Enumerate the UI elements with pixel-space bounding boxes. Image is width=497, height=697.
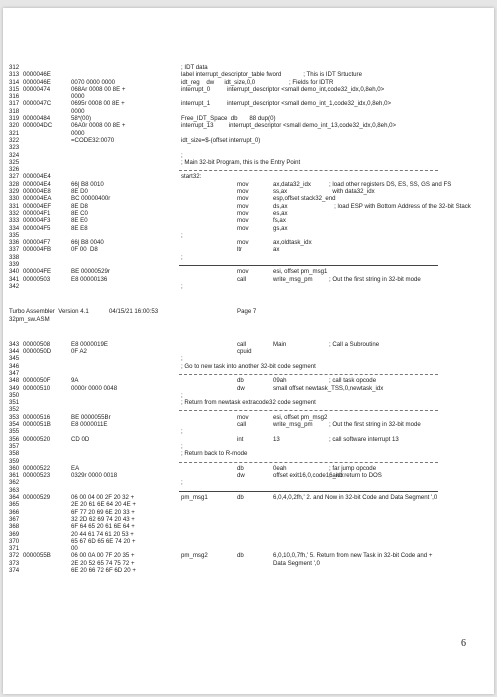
- mnemonic: mov: [237, 180, 249, 188]
- listing-line: [9, 71, 488, 78]
- line-number: 356: [9, 435, 20, 443]
- listing-line: [9, 232, 488, 239]
- operands: esi, offset pm_msg1: [273, 268, 328, 276]
- machine-code: 0000: [71, 93, 85, 101]
- source-text: idt_reg dw idt_size,0,0 ; Fields for IDTR: [181, 78, 334, 86]
- mnemonic: cpuid: [237, 348, 252, 356]
- listing-line: [9, 210, 488, 217]
- listing-section-2: [9, 341, 488, 575]
- listing-line: [9, 246, 488, 253]
- label: pm_msg1: [181, 494, 208, 502]
- machine-code: 8E C0: [71, 209, 88, 217]
- line-number: 373: [9, 559, 20, 567]
- machine-code: CD 0D: [71, 435, 90, 443]
- machine-code: EA: [71, 464, 80, 472]
- line-number: 335: [9, 231, 20, 239]
- line-number: 328: [9, 180, 20, 188]
- separator-rule: [179, 374, 438, 375]
- address: 0000047C: [23, 100, 52, 108]
- address: 000004E4: [23, 173, 51, 181]
- line-number: 351: [9, 399, 20, 407]
- comment: ; load ESP with Bottom Address of the 32-bit Stack: [329, 202, 471, 210]
- line-number: 324: [9, 151, 20, 159]
- machine-code: 0000: [71, 129, 85, 137]
- machine-code: 0329r 0000 0018: [71, 472, 118, 480]
- mnemonic: db: [237, 552, 244, 560]
- source-file-name: 32pm_sw.ASM: [9, 315, 50, 323]
- line-number: 316: [9, 93, 20, 101]
- line-number: 339: [9, 261, 20, 269]
- line-number: 352: [9, 406, 20, 414]
- address: 000004E4: [23, 180, 51, 188]
- machine-code: E8 0000019E: [71, 340, 108, 348]
- machine-code: 20 44 61 74 61 20 53 +: [71, 530, 134, 538]
- listing-line: [9, 443, 488, 450]
- listing-line: [9, 472, 488, 479]
- operands: ax,data32_idx: [273, 180, 311, 188]
- listing-date: 04/15/21 16:00:53: [109, 308, 159, 316]
- address: 00000522: [23, 464, 51, 472]
- listing-line: [9, 392, 488, 399]
- mnemonic: call: [237, 421, 247, 429]
- source-text: interrupt_13 interrupt_descriptor <small demo_int_13,code32_idx,0,8eh,0>: [181, 122, 397, 130]
- listing-line: [9, 363, 488, 370]
- mnemonic: mov: [237, 188, 249, 196]
- mnemonic: dw: [237, 384, 245, 392]
- line-number: 362: [9, 479, 20, 487]
- source-text: ;: [181, 442, 183, 450]
- line-number: 341: [9, 275, 20, 283]
- listing-line: [9, 181, 488, 188]
- listing-line: [9, 188, 488, 195]
- separator-rule: [179, 491, 438, 492]
- listing-line: [9, 130, 488, 137]
- line-number: 337: [9, 246, 20, 254]
- line-number: 317: [9, 100, 20, 108]
- address: 00000508: [23, 340, 51, 348]
- source-text: ;: [181, 479, 183, 487]
- line-number: 330: [9, 195, 20, 203]
- listing-line: [9, 545, 488, 552]
- machine-code: 65 67 6D 65 6E 74 20 +: [71, 537, 136, 545]
- mnemonic: dw: [237, 472, 245, 480]
- assembler-version: Turbo Assembler Version 4.1: [9, 308, 89, 316]
- operands: es,ax: [273, 209, 288, 217]
- label: pm_msg2: [181, 552, 208, 560]
- listing-line: [9, 552, 488, 559]
- listing-line: [9, 239, 488, 246]
- source-text: ;: [181, 253, 183, 261]
- listing-line: [9, 64, 488, 71]
- mnemonic: mov: [237, 202, 249, 210]
- line-number: 313: [9, 71, 20, 79]
- listing-line: [9, 203, 488, 210]
- address: 000004F3: [23, 217, 51, 225]
- source-text: ; Return back to R-mode: [181, 450, 248, 458]
- machine-code: 068Ar 0008 00 8E +: [71, 85, 126, 93]
- listing-line: [9, 254, 488, 261]
- line-number: 329: [9, 188, 20, 196]
- line-number: 363: [9, 486, 20, 494]
- listing-line: [9, 122, 488, 129]
- comment: ; Out the first string in 32-bit mode: [329, 421, 421, 429]
- separator-rule: [179, 265, 438, 266]
- listing-line: [9, 538, 488, 545]
- page-number: 6: [461, 638, 466, 649]
- address: 0000050F: [23, 377, 51, 385]
- line-number: 322: [9, 136, 20, 144]
- mnemonic: call: [237, 275, 247, 283]
- operands: 13: [273, 435, 280, 443]
- listing-line: [9, 406, 488, 413]
- machine-code: E8 00000136: [71, 275, 108, 283]
- address: 000004DC: [23, 122, 53, 130]
- source-text: interrupt_0 interrupt_descriptor <small demo_int,code32_idx,0,8eh,0>: [181, 85, 385, 93]
- line-number: 374: [9, 567, 20, 574]
- machine-code: 0F A2: [71, 348, 87, 356]
- machine-code: =CODE32:0070: [71, 136, 115, 144]
- mnemonic: mov: [237, 195, 249, 203]
- listing-line: [9, 283, 488, 290]
- machine-code: BC 00000400r: [71, 195, 111, 203]
- machine-code: 2E 20 52 65 74 75 72 +: [71, 559, 135, 567]
- mnemonic: call: [237, 340, 247, 348]
- line-number: 320: [9, 122, 20, 130]
- source-text: idt_size=$-(offset interrupt_0): [181, 136, 261, 144]
- address: 00000516: [23, 413, 51, 421]
- machine-code: 0000: [71, 107, 85, 115]
- address: 000004E8: [23, 188, 51, 196]
- listing-line: [9, 421, 488, 428]
- machine-code: 8E D8: [71, 202, 88, 210]
- address: 000004FE: [23, 268, 52, 276]
- separator-rule: [179, 170, 438, 171]
- listing-line: [9, 159, 488, 166]
- operands: fs,ax: [273, 217, 286, 225]
- line-number: 336: [9, 239, 20, 247]
- machine-code: 6F 77 20 69 6E 20 33 +: [71, 508, 135, 516]
- mnemonic: mov: [237, 209, 249, 217]
- address: 00000529: [23, 494, 51, 502]
- listing-line: [9, 465, 488, 472]
- source-text: ;: [181, 282, 183, 290]
- line-number: 349: [9, 384, 20, 392]
- mnemonic: db: [237, 464, 244, 472]
- machine-code: 0F 00 D8: [71, 246, 98, 254]
- line-number: 355: [9, 428, 20, 436]
- machine-code: 58*(00): [71, 115, 91, 123]
- address: 0000046E: [23, 71, 51, 79]
- machine-code: 00: [71, 545, 78, 553]
- source-text: ;: [181, 428, 183, 436]
- line-number: 318: [9, 107, 20, 115]
- line-number: 343: [9, 340, 20, 348]
- line-number: 326: [9, 166, 20, 174]
- source-text: ;: [181, 151, 183, 159]
- line-number: 359: [9, 457, 20, 465]
- line-number: 340: [9, 268, 20, 276]
- address: 000004EF: [23, 202, 52, 210]
- line-number: 332: [9, 209, 20, 217]
- listing-line: [9, 348, 488, 355]
- line-number: 366: [9, 508, 20, 516]
- address: 00000484: [23, 115, 51, 123]
- line-number: 357: [9, 442, 20, 450]
- listing-line: [9, 166, 488, 173]
- machine-code: 9A: [71, 377, 79, 385]
- listing-line: [9, 152, 488, 159]
- line-number: 370: [9, 537, 20, 545]
- source-text: Free_IDT_Space db 88 dup(0): [181, 115, 276, 123]
- listing-line: [9, 501, 488, 508]
- line-number: 323: [9, 144, 20, 152]
- machine-code: 06 00 0A 00 7F 20 35 +: [71, 552, 135, 560]
- mnemonic: mov: [237, 239, 249, 247]
- header-line: [9, 308, 488, 315]
- address: 000004FB: [23, 246, 52, 254]
- line-number: 367: [9, 515, 20, 523]
- separator-rule: [179, 462, 438, 463]
- line-number: 353: [9, 413, 20, 421]
- machine-code: 0070 0000 0000: [71, 78, 116, 86]
- operands: ax: [273, 246, 280, 254]
- source-text: ; IDT data: [181, 64, 208, 71]
- machine-code: 6F 64 65 20 61 6E 64 +: [71, 523, 135, 531]
- mnemonic: mov: [237, 413, 249, 421]
- source-text: interrupt_1 interrupt_descriptor <small demo_int_1,code32_idx,0,8eh,0>: [181, 100, 392, 108]
- line-number: 358: [9, 450, 20, 458]
- listing-line: [9, 115, 488, 122]
- comment: ; call task opcode: [329, 377, 377, 385]
- listing-line: [9, 195, 488, 202]
- mnemonic: mov: [237, 217, 249, 225]
- line-number: 360: [9, 464, 20, 472]
- source-text: label interrupt_descriptor_table fword ; This is IDT Srtucture: [181, 71, 362, 79]
- mnemonic: ltr: [237, 246, 243, 254]
- address: 0000055B: [23, 552, 51, 560]
- address: 00000474: [23, 85, 51, 93]
- machine-code: 0695r 0008 00 8E +: [71, 100, 125, 108]
- address: 00000523: [23, 472, 51, 480]
- address: 00000503: [23, 275, 51, 283]
- header-file-line: [9, 316, 488, 323]
- machine-code: 06A0r 0008 00 8E +: [71, 122, 126, 130]
- listing-page: Page 7: [237, 308, 257, 316]
- line-number: 361: [9, 472, 20, 480]
- source-text: ;: [181, 391, 183, 399]
- source-text: ;: [181, 355, 183, 363]
- machine-code: 8E E0: [71, 217, 88, 225]
- listing-line: [9, 100, 488, 107]
- listing-line: [9, 436, 488, 443]
- listing-line: [9, 414, 488, 421]
- source-text: ; Return from newtask extracode32 code segment: [181, 399, 316, 407]
- listing-line: [9, 560, 488, 567]
- machine-code: 8E D0: [71, 188, 88, 196]
- operands: small offset newtask_TSS,0,newtask_idx: [273, 384, 384, 392]
- operands: 09ah: [273, 377, 287, 385]
- listing-line: [9, 450, 488, 457]
- line-number: 371: [9, 545, 20, 553]
- line-number: 346: [9, 362, 20, 370]
- operands: 6,0,4,0,2fh,' 2. and Now in 32-bit Code and Data Segment ',0: [273, 494, 438, 502]
- listing-line: [9, 428, 488, 435]
- address: 000004F1: [23, 209, 51, 217]
- line-number: 350: [9, 391, 20, 399]
- source-text: ; Main 32-bit Program, this is the Entry Point: [181, 158, 301, 166]
- listing-line: [9, 370, 488, 377]
- separator-rule: [179, 410, 438, 411]
- machine-code: 32 2D 62 69 74 20 43 +: [71, 515, 135, 523]
- line-number: 342: [9, 282, 20, 290]
- listing-line: [9, 144, 488, 151]
- line-number: 334: [9, 224, 20, 232]
- line-number: 312: [9, 64, 20, 71]
- line-number: 368: [9, 523, 20, 531]
- listing-line: [9, 516, 488, 523]
- operands: ss,ax: [273, 188, 288, 196]
- operands: esp,offset stack32_end: [273, 195, 336, 203]
- line-number: 364: [9, 494, 20, 502]
- line-number: 338: [9, 253, 20, 261]
- operands: ds,ax: [273, 202, 288, 210]
- address: 000004EA: [23, 195, 52, 203]
- line-number: 325: [9, 158, 20, 166]
- listing-line: [9, 487, 488, 494]
- listing-line: [9, 137, 488, 144]
- listing-line: [9, 93, 488, 100]
- listing-line: [9, 79, 488, 86]
- address: 0000046E: [23, 78, 51, 86]
- line-number: 333: [9, 217, 20, 225]
- line-number: 354: [9, 421, 20, 429]
- line-number: 369: [9, 530, 20, 538]
- line-number: 319: [9, 115, 20, 123]
- comment: ; and return to DOS: [329, 472, 382, 480]
- line-number: 345: [9, 355, 20, 363]
- document-page: [3, 8, 494, 694]
- listing-line: [9, 377, 488, 384]
- machine-code: 66| B8 0010: [71, 180, 104, 188]
- listing-line: [9, 494, 488, 501]
- machine-code: 66| B8 0040: [71, 239, 104, 247]
- machine-code: 0000r 0000 0048: [71, 384, 118, 392]
- listing-line: [9, 268, 488, 275]
- listing-line: [9, 458, 488, 465]
- listing-line: [9, 355, 488, 362]
- listing-line: [9, 523, 488, 530]
- machine-code: BE 00000529r: [71, 268, 110, 276]
- source-text: start32:: [181, 173, 202, 181]
- comment: ; call software interrupt 13: [329, 435, 399, 443]
- address: 00000510: [23, 384, 51, 392]
- line-number: 365: [9, 501, 20, 509]
- comment: ; load other registers DS, ES, SS, GS and FS: [329, 180, 452, 188]
- operands: ax,oldtask_idx: [273, 239, 312, 247]
- machine-code: 2E 20 61 6E 64 20 4E +: [71, 501, 136, 509]
- operands: offset exit16,0,code16_idx: [273, 472, 344, 480]
- line-number: 314: [9, 78, 20, 86]
- address: 0000051B: [23, 421, 51, 429]
- operands: Main: [273, 340, 287, 348]
- comment: ; Out the first string in 32-bit mode: [329, 275, 421, 283]
- operands: esi, offset pm_msg2: [273, 413, 328, 421]
- machine-code: 8E E8: [71, 224, 88, 232]
- listing-section-1: [9, 64, 488, 290]
- mnemonic: db: [237, 494, 244, 502]
- operands: 0eah: [273, 464, 287, 472]
- comment: ; far jump opcode: [329, 464, 377, 472]
- listing-line: [9, 225, 488, 232]
- listing-line: [9, 217, 488, 224]
- listing-line: [9, 108, 488, 115]
- operands: gs,ax: [273, 224, 288, 232]
- source-text: ; Go to new task into another 32-bit code segment: [181, 362, 316, 370]
- line-number: 344: [9, 348, 20, 356]
- listing-line: [9, 261, 488, 268]
- listing-line: [9, 86, 488, 93]
- machine-code: 6E 20 66 72 6F 6D 20 +: [71, 567, 136, 574]
- assembly-listing: [9, 64, 488, 574]
- listing-page-header: [9, 308, 488, 323]
- line-number: 321: [9, 129, 20, 137]
- mnemonic: mov: [237, 224, 249, 232]
- operands: Data Segment ',0: [273, 559, 320, 567]
- line-number: 347: [9, 369, 20, 377]
- comment: ; Call a Subroutine: [329, 340, 380, 348]
- operands: write_msg_pm: [273, 421, 313, 429]
- line-number: 348: [9, 377, 20, 385]
- listing-line: [9, 531, 488, 538]
- address: 000004F5: [23, 224, 51, 232]
- line-number: 327: [9, 173, 20, 181]
- listing-line: [9, 385, 488, 392]
- mnemonic: int: [237, 435, 244, 443]
- listing-line: [9, 509, 488, 516]
- listing-line: [9, 567, 488, 574]
- listing-line: [9, 173, 488, 180]
- line-number: 331: [9, 202, 20, 210]
- listing-line: [9, 276, 488, 283]
- line-number: 372: [9, 552, 20, 560]
- machine-code: E8 0000011E: [71, 421, 108, 429]
- address: 00000520: [23, 435, 51, 443]
- address: 000004F7: [23, 239, 51, 247]
- line-number: 315: [9, 85, 20, 93]
- machine-code: 06 00 04 00 2F 20 32 +: [71, 494, 135, 502]
- listing-line: [9, 341, 488, 348]
- address: 0000050D: [23, 348, 52, 356]
- operands: write_msg_pm: [273, 275, 313, 283]
- listing-line: [9, 399, 488, 406]
- mnemonic: mov: [237, 268, 249, 276]
- comment: with data32_idx: [329, 188, 375, 196]
- listing-line: [9, 479, 488, 486]
- operands: 6,0,10,0,7fh,' 5. Return from new Task in 32-bit Code and +: [273, 552, 433, 560]
- machine-code: BE 0000055Br: [71, 413, 111, 421]
- mnemonic: db: [237, 377, 244, 385]
- source-text: ;: [181, 231, 183, 239]
